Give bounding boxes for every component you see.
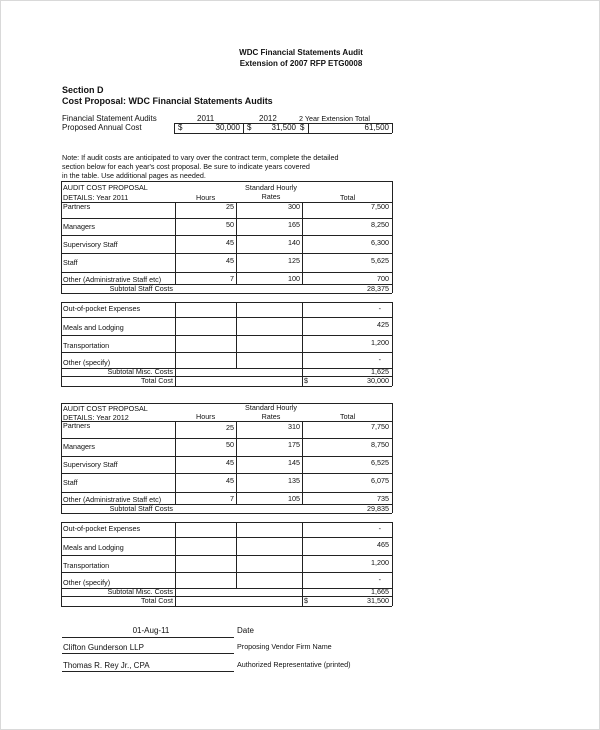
row-label: Supervisory Staff <box>63 460 118 469</box>
misc-label: Other (specify) <box>63 358 111 367</box>
misc-total: - <box>378 355 381 364</box>
row-hours: 7 <box>230 274 234 283</box>
summary-ext-label: 2 Year Extension Total <box>299 114 370 123</box>
row-rate: 165 <box>288 220 300 229</box>
subtotal-staff-value: 29,835 <box>367 504 389 513</box>
rates-header-line1: Standard Hourly <box>245 183 297 192</box>
misc-label: Transportation <box>63 561 110 570</box>
row-hours: 45 <box>226 476 234 485</box>
row-rate: 105 <box>288 494 300 503</box>
total-cost-label: Total Cost <box>141 376 173 385</box>
date-value: 01-Aug-11 <box>132 626 170 635</box>
misc-total: 465 <box>377 540 389 549</box>
hours-header: Hours <box>196 412 216 421</box>
total-cost-value: 30,000 <box>367 376 389 385</box>
row-total: 735 <box>377 494 389 503</box>
total-header: Total <box>340 412 356 421</box>
subtotal-misc-value: 1,665 <box>371 587 389 596</box>
misc-label: Other (specify) <box>63 578 111 587</box>
section-name: Section D <box>62 85 104 95</box>
table-details: DETAILS: Year 2011 <box>63 193 129 202</box>
representative-value: Thomas R. Rey Jr., CPA <box>63 661 150 670</box>
row-hours: 50 <box>226 220 234 229</box>
summary-year1-value: 30,000 <box>215 123 240 132</box>
row-rate: 125 <box>288 256 300 265</box>
table-title: AUDIT COST PROPOSAL <box>63 404 148 413</box>
date-label: Date <box>237 626 254 635</box>
row-rate: 140 <box>288 238 300 247</box>
row-hours: 45 <box>226 238 234 247</box>
subtotal-staff-label: Subtotal Staff Costs <box>109 504 173 513</box>
table-details: DETAILS: Year 2012 <box>63 413 129 422</box>
note-line-2: section below for each year's cost proposal. Be sure to indicate years covered <box>62 162 310 171</box>
row-rate: 175 <box>288 440 300 449</box>
row-total: 7,500 <box>371 202 389 211</box>
row-rate: 310 <box>288 422 300 431</box>
row-total: 6,075 <box>371 476 389 485</box>
row-label: Managers <box>63 222 95 231</box>
row-hours: 25 <box>226 202 234 211</box>
row-total: 6,525 <box>371 458 389 467</box>
misc-total: - <box>378 524 381 533</box>
document-subtitle: Extension of 2007 RFP ETG0008 <box>239 59 363 68</box>
row-total: 700 <box>377 274 389 283</box>
hours-header: Hours <box>196 193 216 202</box>
misc-total: 425 <box>377 320 389 329</box>
row-rate: 300 <box>288 202 300 211</box>
total-cost-currency: $ <box>304 596 308 605</box>
misc-total: 1,200 <box>371 558 389 567</box>
subtotal-misc-label: Subtotal Misc. Costs <box>107 587 173 596</box>
misc-label: Out-of-pocket Expenses <box>63 524 141 533</box>
misc-label: Out-of-pocket Expenses <box>63 304 141 313</box>
note-line-3: in the table. Use additional pages as needed. <box>62 171 206 180</box>
subtotal-staff-label: Subtotal Staff Costs <box>109 284 173 293</box>
summary-currency-2: $ <box>247 123 252 132</box>
subtotal-misc-value: 1,625 <box>371 367 389 376</box>
row-total: 8,750 <box>371 440 389 449</box>
summary-label-cost: Proposed Annual Cost <box>62 123 142 132</box>
misc-label: Meals and Lodging <box>63 543 124 552</box>
row-label: Staff <box>63 258 78 267</box>
firm-name-label: Proposing Vendor Firm Name <box>237 642 332 651</box>
row-total: 7,750 <box>371 422 389 431</box>
summary-year2-value: 31,500 <box>271 123 296 132</box>
row-label: Partners <box>63 421 91 430</box>
misc-label: Transportation <box>63 341 110 350</box>
rates-header-line2: Rates <box>261 412 281 421</box>
misc-total: - <box>378 304 381 313</box>
document-title: WDC Financial Statements Audit <box>239 48 363 57</box>
row-label: Partners <box>63 202 91 211</box>
row-hours: 50 <box>226 440 234 449</box>
row-label: Supervisory Staff <box>63 240 118 249</box>
row-rate: 100 <box>288 274 300 283</box>
row-hours: 7 <box>230 494 234 503</box>
summary-currency-3: $ <box>300 123 305 132</box>
table-title: AUDIT COST PROPOSAL <box>63 183 148 192</box>
row-total: 5,625 <box>371 256 389 265</box>
row-total: 8,250 <box>371 220 389 229</box>
row-label: Other (Administrative Staff etc) <box>63 495 162 504</box>
row-label: Staff <box>63 478 78 487</box>
rates-header-line1: Standard Hourly <box>245 403 297 412</box>
summary-year1-label: 2011 <box>197 114 215 123</box>
row-rate: 135 <box>288 476 300 485</box>
section-title: Cost Proposal: WDC Financial Statements Audits <box>62 96 273 106</box>
representative-label: Authorized Representative (printed) <box>237 660 351 669</box>
misc-total: 1,200 <box>371 338 389 347</box>
row-total: 6,300 <box>371 238 389 247</box>
row-hours: 45 <box>226 256 234 265</box>
summary-currency-1: $ <box>178 123 183 132</box>
note-line-1: Note: If audit costs are anticipated to vary over the contract term, complete the detailed <box>62 153 339 162</box>
firm-name-value: Clifton Gunderson LLP <box>63 643 144 652</box>
total-cost-currency: $ <box>304 376 308 385</box>
summary-year2-label: 2012 <box>259 114 277 123</box>
subtotal-staff-value: 28,375 <box>367 284 389 293</box>
row-rate: 145 <box>288 458 300 467</box>
summary-ext-value: 61,500 <box>364 123 389 132</box>
total-header: Total <box>340 193 356 202</box>
total-cost-value: 31,500 <box>367 596 389 605</box>
subtotal-misc-label: Subtotal Misc. Costs <box>107 367 173 376</box>
rates-header-line2: Rates <box>261 192 281 201</box>
row-hours: 45 <box>226 458 234 467</box>
misc-total: - <box>378 575 381 584</box>
misc-label: Meals and Lodging <box>63 323 124 332</box>
row-label: Other (Administrative Staff etc) <box>63 275 162 284</box>
summary-label-audits: Financial Statement Audits <box>62 114 157 123</box>
row-hours: 25 <box>226 423 234 432</box>
total-cost-label: Total Cost <box>141 596 173 605</box>
row-label: Managers <box>63 442 95 451</box>
